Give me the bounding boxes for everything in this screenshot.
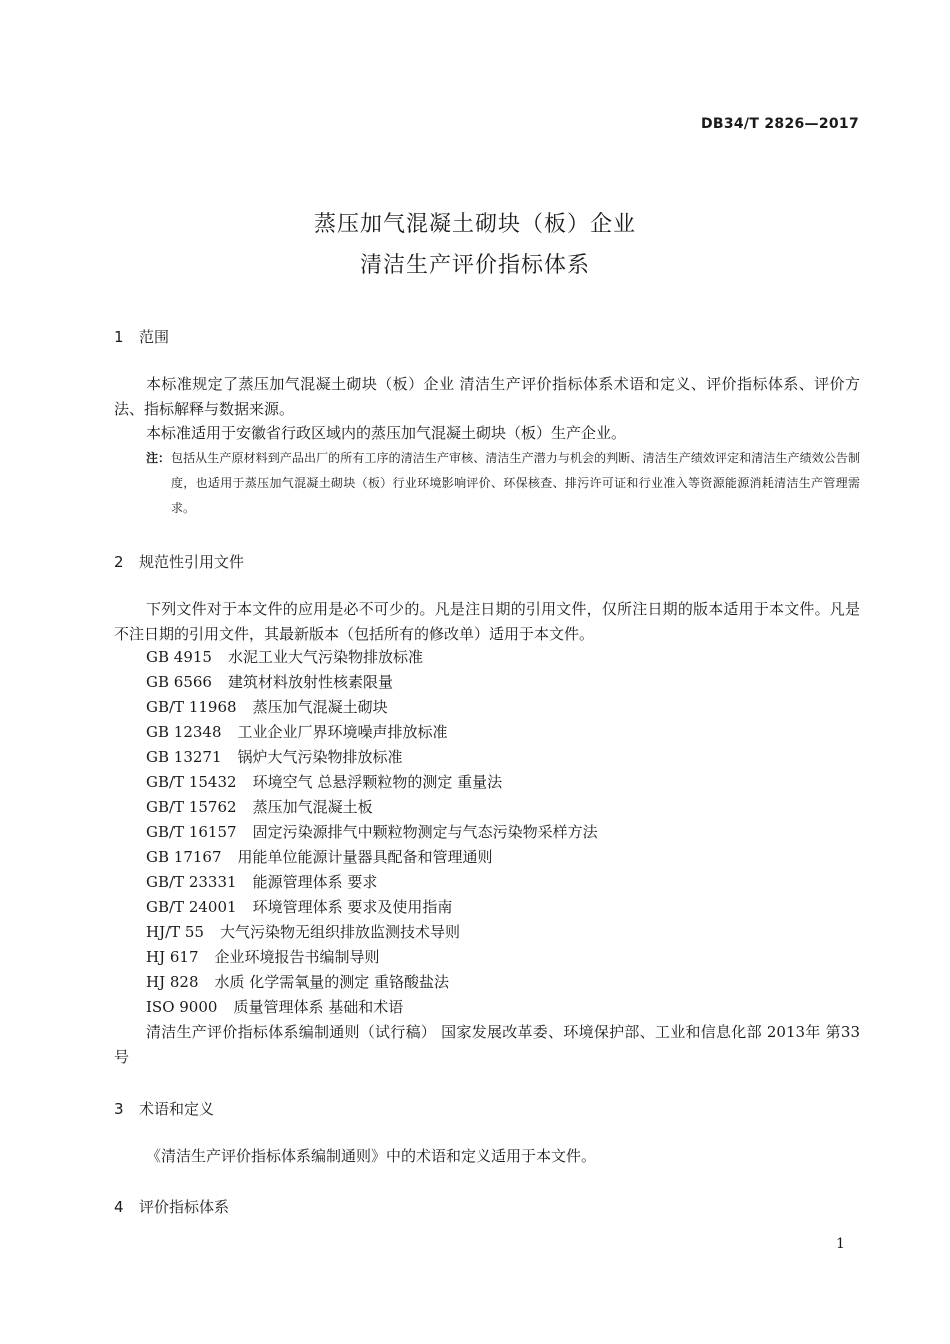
reference-name: 能源管理体系 要求 [252,873,378,891]
section-title: 规范性引用文件 [139,553,245,571]
reference-name: 水质 化学需氧量的测定 重铬酸盐法 [214,973,450,991]
reference-item [146,671,393,692]
reference-item [146,796,373,817]
reference-name: 工业企业厂界环境噪声排放标准 [237,723,448,741]
reference-item [146,871,377,892]
reference-name: 环境管理体系 要求及使用指南 [252,898,453,916]
reference-name: 大气污染物无组织排放监测技术导则 [220,923,461,941]
section-3-heading [114,1098,214,1119]
reference-item [146,996,403,1017]
reference-code: GB 12348 [146,723,222,741]
reference-code: GB/T 24001 [146,898,237,916]
reference-name: 质量管理体系 基础和术语 [233,998,404,1016]
section-3-paragraph-1: 《清洁生产评价指标体系编制通则》中的术语和定义适用于本文件。 [146,1147,597,1165]
section-1-paragraph-2: 本标准适用于安徽省行政区域内的蒸压加气混凝土砌块（板）生产企业。 [146,424,627,442]
section-1-note [146,446,860,521]
reference-item [146,971,449,992]
title-line-1: 蒸压加气混凝土砌块（板）企业 [313,212,636,237]
reference-code: HJ 617 [146,948,199,966]
reference-code: GB 13271 [146,748,222,766]
reference-item [146,771,502,792]
reference-item [146,946,380,967]
section-2-last-reference: 清洁生产评价指标体系编制通则（试行稿） 国家发展改革委、环境保护部、工业和信息化部 2013年 第33号 [114,1023,860,1066]
reference-name: 蒸压加气混凝土板 [252,798,373,816]
reference-code: ISO 9000 [146,998,218,1016]
section-title: 评价指标体系 [139,1198,230,1216]
reference-code: GB/T 15762 [146,798,237,816]
reference-name: 建筑材料放射性核素限量 [227,673,393,691]
section-1-paragraph-1: 本标准规定了蒸压加气混凝土砌块（板）企业 清洁生产评价指标体系术语和定义、评价指标体系、评价方法、指标解释与数据来源。 [114,375,860,418]
section-2-heading [114,551,244,572]
reference-name: 环境空气 总悬浮颗粒物的测定 重量法 [252,773,503,791]
reference-code: GB 4915 [146,648,212,666]
reference-name: 锅炉大气污染物排放标准 [237,748,403,766]
title-line-2: 清洁生产评价指标体系 [359,253,590,278]
reference-item [146,821,598,842]
reference-code: GB 17167 [146,848,222,866]
reference-code: GB 6566 [146,673,212,691]
reference-code: GB/T 16157 [146,823,237,841]
section-number: 2 [114,553,124,571]
reference-name: 企业环境报告书编制导则 [214,948,380,966]
note-text: 包括从生产原材料到产品出厂的所有工序的清洁生产审核、清洁生产潜力与机会的判断、清洁生产绩效评定和清洁生产绩效公告制度，也适用于蒸压加气混凝土砌块（板）行业环境影响评价、环保核查、排污许可证和行业准入等资源能源消耗清洁生产管理需求。 [171,451,860,515]
document-code: DB34/T 2826—2017 [700,116,859,132]
note-label: 注： [146,451,171,465]
reference-item [146,921,460,942]
reference-code: GB/T 11968 [146,698,237,716]
reference-code: GB/T 15432 [146,773,237,791]
reference-item [146,846,493,867]
section-2-intro: 下列文件对于本文件的应用是必不可少的。凡是注日期的引用文件，仅所注日期的版本适用于本文件。凡是不注日期的引用文件，其最新版本（包括所有的修改单）适用于本文件。 [114,600,860,643]
reference-code: GB/T 23331 [146,873,237,891]
section-number: 3 [114,1100,124,1118]
reference-code: HJ 828 [146,973,199,991]
section-title: 范围 [139,328,170,346]
section-number: 4 [114,1198,124,1216]
reference-item [146,646,423,667]
reference-item [146,896,452,917]
page-number: 1 [836,1236,845,1252]
reference-item [146,696,388,717]
reference-name: 水泥工业大气污染物排放标准 [227,648,423,666]
reference-name: 用能单位能源计量器具配备和管理通则 [237,848,493,866]
section-number: 1 [114,328,124,346]
section-title: 术语和定义 [139,1100,215,1118]
reference-name: 蒸压加气混凝土砌块 [252,698,388,716]
reference-code: HJ/T 55 [146,923,205,941]
section-1-heading [114,326,169,347]
reference-item [146,721,448,742]
reference-name: 固定污染源排气中颗粒物测定与气态污染物采样方法 [252,823,598,841]
reference-item [146,746,403,767]
section-4-heading [114,1196,229,1217]
